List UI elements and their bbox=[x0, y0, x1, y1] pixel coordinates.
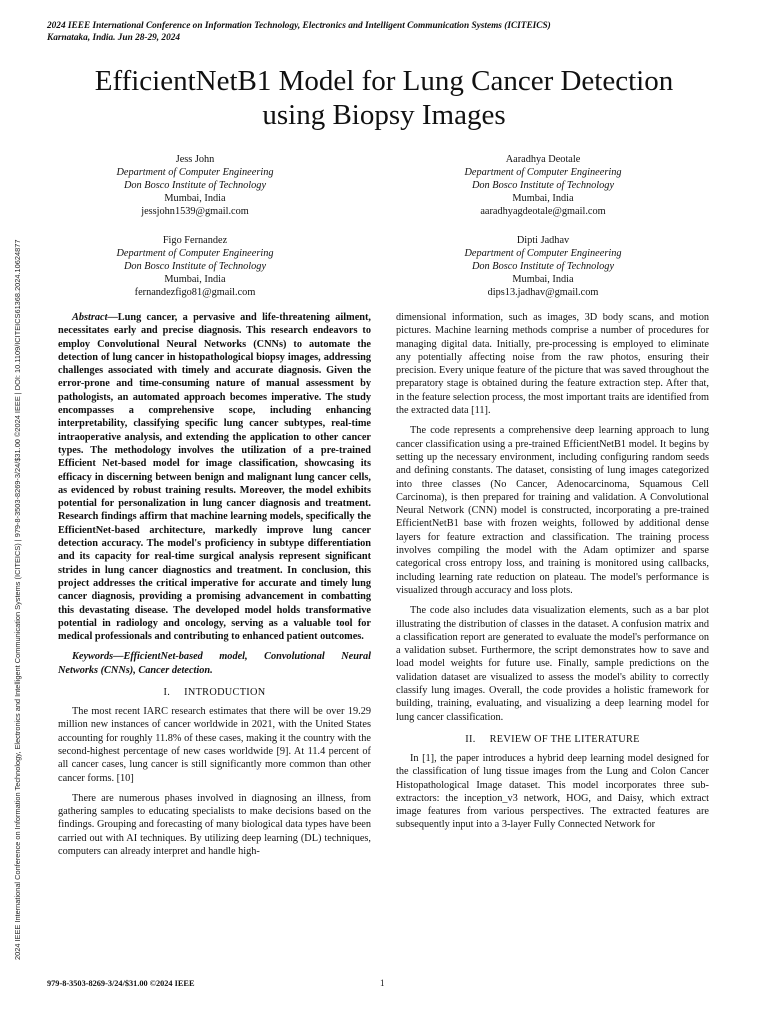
keywords-text: —EfficientNet-based model, Convolutional Neural Networks (CNNs), Cancer detection. bbox=[58, 651, 371, 676]
author-email: fernandezfigo81@gmail.com bbox=[134, 287, 256, 298]
abstract-label: Abstract bbox=[72, 312, 108, 323]
title-line-2: using Biopsy Images bbox=[262, 99, 506, 131]
author-name: Jess John bbox=[175, 154, 215, 165]
author-block bbox=[70, 234, 320, 299]
author-name: Figo Fernandez bbox=[162, 235, 228, 246]
keywords-label: Keywords bbox=[72, 651, 114, 663]
author-email: aaradhyagdeotale@gmail.com bbox=[480, 206, 606, 217]
author-institution: Don Bosco Institute of Technology bbox=[123, 261, 267, 272]
author-name: Aaradhya Deotale bbox=[505, 154, 581, 165]
page-number: 1 bbox=[380, 978, 385, 988]
author-block bbox=[70, 153, 320, 218]
author-email: jessjohn1539@gmail.com bbox=[141, 206, 249, 217]
paragraph: In [1], the paper introduces a hybrid deep learning model designed for the classification of lung tissue images from the Lung and Colon Cancer Histopathological Image dataset. This model incorporates three sub-extractors: the inception_v3 network, HOG, and Daisy, which extract image features from various perspectives. The extracted features are subsequently input into a 3-layer Fully Connected Network for bbox=[396, 752, 709, 831]
section-heading-introduction bbox=[58, 686, 371, 700]
paragraph: The most recent IARC research estimates that there will be over 19.29 million new instances of cancer worldwide in 2021, with the United States accounting for roughly 11.8% of these cases, making it the country with the second-highest percentage of new cases worldwide [9]. At 11.4 percent of all cancer cases, lung cancer is still significantly more common than other cancer forms. [10] bbox=[58, 706, 371, 784]
side-citation-stamp: 2024 IEEE International Conference on Information Technology, Electronics and Intelligent Communication Systems (ICITEICS) | 979-8-3503-8269-3/24/$31.00 ©2024 IEEE | DOI: 10.1109/ICITEICS61368.2024.10624877 bbox=[13, 239, 22, 960]
paper-title bbox=[40, 64, 728, 132]
author-department: Department of Computer Engineering bbox=[116, 248, 274, 259]
author-department: Department of Computer Engineering bbox=[464, 167, 622, 178]
paragraph: The code also includes data visualization elements, such as a bar plot illustrating the distribution of classes in the dataset. A confusion matrix and a classification report are generated to evaluate the model's performance on a validation subset. Furthermore, the script demonstrates how to save and load model weights for future use. Finally, sample predictions on the validation dataset are visualized to assess the model's ability to correctly classify lung images. Overall, the code provides a holistic framework for building, training, evaluating, and visualizing a deep learning model for lung cancer classification. bbox=[396, 605, 709, 723]
author-institution: Don Bosco Institute of Technology bbox=[123, 180, 267, 191]
section-title: INTRODUCTION bbox=[184, 687, 266, 699]
abstract bbox=[58, 311, 371, 643]
section-heading-literature-review bbox=[396, 733, 709, 747]
author-city: Mumbai, India bbox=[512, 193, 574, 204]
title-line-1: EfficientNetB1 Model for Lung Cancer Detection bbox=[94, 65, 674, 97]
conference-location-date: Karnataka, India. Jun 28-29, 2024 bbox=[47, 33, 181, 43]
author-email: dips13.jadhav@gmail.com bbox=[487, 287, 599, 298]
paragraph: dimensional information, such as images, 3D body scans, and motion pictures. Machine learning methods comprise a number of procedures for managing digital data. Initially, pre-processing is employed to eliminate any potentially affecting noise from the raw photos, ensuring their precision. Every unique feature of the picture that was saved throughout the preparatory stage is obtained during the feature extraction step. After that, in the feature selection process, the most important traits are identified from the extracted data [11]. bbox=[396, 312, 709, 417]
author-institution: Don Bosco Institute of Technology bbox=[471, 180, 615, 191]
conference-header bbox=[47, 20, 687, 44]
author-city: Mumbai, India bbox=[164, 274, 226, 285]
author-institution: Don Bosco Institute of Technology bbox=[471, 261, 615, 272]
author-city: Mumbai, India bbox=[164, 193, 226, 204]
keywords bbox=[58, 650, 371, 677]
right-column bbox=[396, 311, 709, 832]
paragraph: The code represents a comprehensive deep learning approach to lung cancer classification using a pre-trained EfficientNetB1 model. It begins by setting up the necessary environment, including configuring random seeds and defining constants. The dataset, consisting of lung images categorized into three classes (No Cancer, Adenocarcinoma, Squamous Cell Carcinoma), is then prepared for training and validation. A Convolutional Neural Network (CNN) model is constructed, incorporating a pre-trained EfficientNetB1 base with frozen weights, followed by additional dense layers for feature extraction and classification. The training process involves compiling the model with the Adam optimizer and sparse categorical cross entropy loss, and training is monitored using callbacks, including learning rate reduction on plateau. The model's performance is visualized through accuracy and loss plots. bbox=[396, 425, 709, 596]
conference-name: 2024 IEEE International Conference on Information Technology, Electronics and Intelligent Communication Systems (ICITEICS) bbox=[47, 21, 551, 31]
left-column bbox=[58, 311, 371, 858]
author-block bbox=[418, 153, 668, 218]
paragraph: There are numerous phases involved in diagnosing an illness, from gathering samples to educating specialists to make decisions based on the findings. Grouping and forecasting of many biological data types have been carried out with AI techniques. By utilizing deep learning (DL) techniques, computers can already interpret and handle high- bbox=[58, 792, 371, 857]
author-block bbox=[418, 234, 668, 299]
author-name: Dipti Jadhav bbox=[516, 235, 570, 246]
author-city: Mumbai, India bbox=[512, 274, 574, 285]
author-department: Department of Computer Engineering bbox=[464, 248, 622, 259]
footer-copyright: 979-8-3503-8269-3/24/$31.00 ©2024 IEEE bbox=[47, 979, 195, 988]
section-number: I. bbox=[163, 687, 171, 699]
section-title: REVIEW OF THE LITERATURE bbox=[489, 733, 640, 745]
abstract-text: —Lung cancer, a pervasive and life-threatening ailment, necessitates early and precise diagnosis. This research endeavors to employ Convolutional Neural Networks (CNNs) to automate the detection of lung cancer in histopathological biopsy images, addressing challenges associated with timely and accurate diagnosis. Given the error-prone and time-consuming nature of manual assessment by pathologists, an automated approach becomes imperative. The study encompasses a comprehensive scope, including enhancing interpretability, classifying specific lung cancer subtypes, real-time intraoperative analysis, and extending the application to other cancer types. The methodology involves the utilization of a pre-trained Efficient Net-based model for image classification, showcasing its efficacy in discerning between benign and malignant lung cancer cells, as evidenced by robust training results. Moreover, the model exhibits potential for personalization in lung cancer diagnosis and treatment. Research findings affirm that machine learning models, specifically the EfficientNet-based architecture, markedly improve lung cancer detection accuracy. The model's proficiency in subtype differentiation and its capacity for real-time surgical analysis represent significant strides in lung cancer diagnostics and treatment. In conclusion, this project addresses the critical imperative for accurate and timely lung cancer diagnosis, providing a promising advancement in combatting this devastating disease. The developed model holds transformative potential in radiology and oncology, serving as a valuable tool for medical professionals and contributing to enhanced patient outcomes. bbox=[58, 312, 371, 643]
author-department: Department of Computer Engineering bbox=[116, 167, 274, 178]
section-number: II. bbox=[465, 733, 476, 745]
